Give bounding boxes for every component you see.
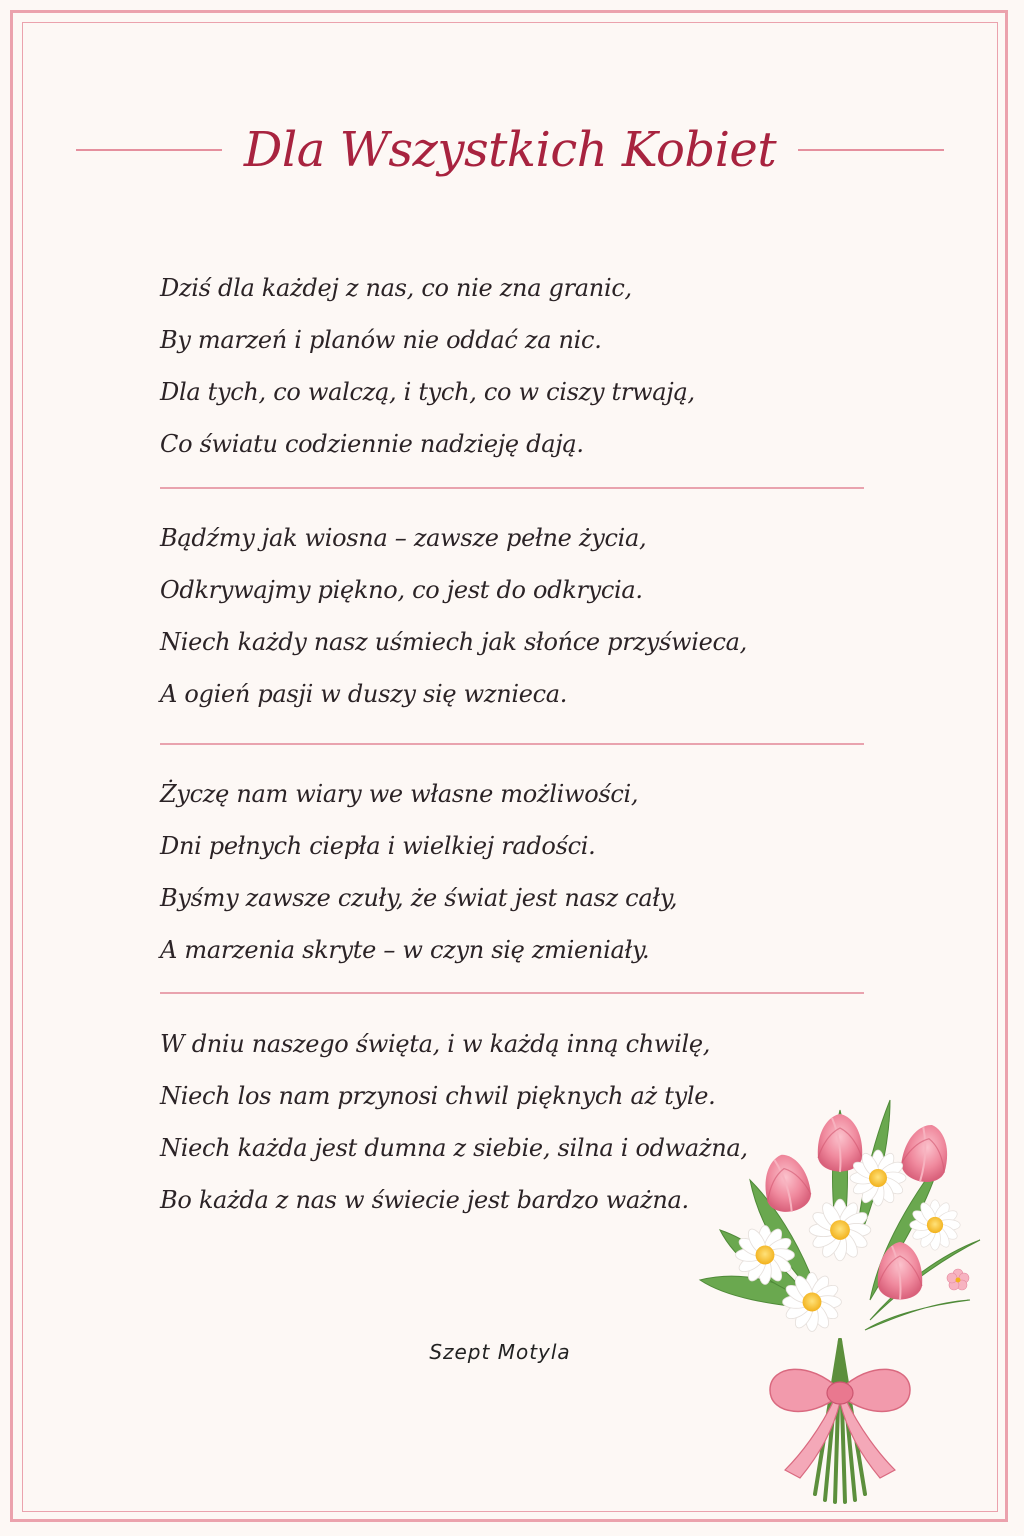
stanza-4 [160, 1018, 780, 1226]
verse-line: Dziś dla każdej z nas, co nie zna granic, [160, 274, 632, 302]
verse-line: Co światu codziennie nadzieję dają. [160, 430, 584, 458]
stanza-3 [160, 768, 780, 976]
verse-line: Niech każda jest dumna z siebie, silna i odważna, [160, 1134, 748, 1162]
verse-line: Bo każda z nas w świecie jest bardzo ważna. [160, 1186, 689, 1214]
verse-line: A marzenia skryte – w czyn się zmieniały. [160, 936, 650, 964]
title-rule-left [76, 149, 222, 151]
verse-line: Dla tych, co walczą, i tych, co w ciszy trwają, [160, 378, 695, 406]
verse-line: Niech los nam przynosi chwil pięknych aż tyle. [160, 1082, 716, 1110]
stanza-divider [160, 487, 864, 489]
stanza-1 [160, 262, 780, 470]
title-row [76, 100, 944, 200]
verse-line: Niech każdy nasz uśmiech jak słońce przyświeca, [160, 628, 748, 656]
verse-line: Dni pełnych ciepła i wielkiej radości. [160, 832, 596, 860]
verse-line: Odkrywajmy piękno, co jest do odkrycia. [160, 576, 643, 604]
flower-bouquet-icon [690, 1090, 990, 1510]
verse-line: Byśmy zawsze czuły, że świat jest nasz cały, [160, 884, 678, 912]
verse-line: Życzę nam wiary we własne możliwości, [160, 780, 639, 808]
stanza-divider [160, 743, 864, 745]
verse-line: By marzeń i planów nie oddać za nic. [160, 326, 602, 354]
verse-line: W dniu naszego święta, i w każdą inną chwilę, [160, 1030, 711, 1058]
stanza-2 [160, 512, 780, 720]
verse-line: A ogień pasji w duszy się wznieca. [160, 680, 568, 708]
stanza-divider [160, 992, 864, 994]
poem-title: Dla Wszystkich Kobiet [243, 122, 777, 178]
verse-line: Bądźmy jak wiosna – zawsze pełne życia, [160, 524, 647, 552]
title-rule-right [798, 149, 944, 151]
author-signature: Szept Motyla [429, 1340, 571, 1364]
